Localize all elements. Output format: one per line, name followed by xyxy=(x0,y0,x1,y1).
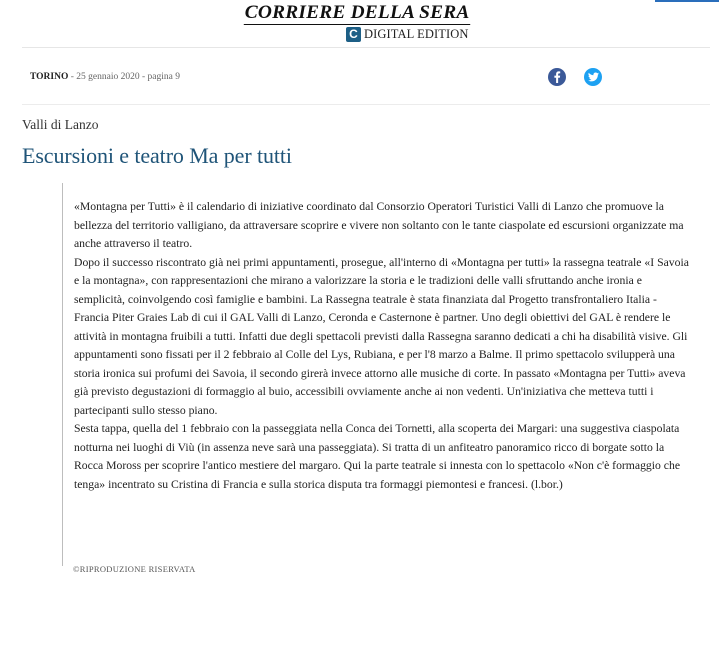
article-body-container xyxy=(62,183,693,566)
dateline xyxy=(30,72,180,82)
twitter-share-button[interactable] xyxy=(584,68,602,86)
dateline-page: pagina 9 xyxy=(147,72,180,82)
article-paragraph-1: «Montagna per Tutti» è il calendario di iniziative coordinato dal Consorzio Operatori Turistici Valli di Lanzo che promuove la bellezza del territorio valligiano, da attraversare scoprire e vivere non soltanto con le tante ciaspolate ed escursioni organizzate ma anche attraverso il teatro. xyxy=(74,200,684,250)
masthead xyxy=(0,2,719,25)
dateline-separator-1: - xyxy=(68,72,77,82)
dateline-divider xyxy=(22,104,710,105)
dateline-date: 25 gennaio 2020 xyxy=(76,72,140,82)
corriere-logo[interactable]: CORRIERE DELLA SERA xyxy=(245,2,470,23)
facebook-share-button[interactable] xyxy=(548,68,566,86)
digital-edition-row xyxy=(346,26,469,42)
facebook-icon xyxy=(552,71,562,83)
dateline-city: TORINO xyxy=(30,72,69,82)
article-kicker: Valli di Lanzo xyxy=(22,117,99,132)
dateline-separator-2: - xyxy=(139,72,148,82)
article-title: Escursioni e teatro Ma per tutti xyxy=(22,143,292,168)
article-paragraph-2: Dopo il successo riscontrato già nei primi appuntamenti, prosegue, all'interno di «Montagna per tutti» la rassegna teatrale «I Savoia e la montagna», con rappresentazioni che mirano a valorizzare la storia e le tradizioni delle valli sfruttando anche ironia e semplicità, coinvolgendo così famiglie e bambini. La Rassegna teatrale è stata finanziata dal Progetto transfrontaliero Italia - Francia Piter Graies Lab di cui il GAL Valli di Lanzo, Ceronda e Casternone è partner. Uno degli obiettivi del GAL è rendere le attività in montagna fruibili a tutti. Infatti due degli spettacoli previsti dalla Rassegna saranno dedicati a chi ha disabilità visive. Gli appuntamenti sono fissati per il 2 febbraio al Colle del Lys, Rubiana, e per l'8 marzo a Balme. Il primo spettacolo svilupperà una storia ironica sui profumi dei Savoia, il secondo girerà invece attorno alle musiche di corte. In passato «Montagna per Tutti» aveva già previsto degustazioni di formaggio al buio, accessibili ovviamente anche ai non vedenti. Un'iniziativa che metteva tutti i partecipanti sullo stesso piano. xyxy=(74,255,689,417)
copyright-notice: ©RIPRODUZIONE RISERVATA xyxy=(73,564,196,574)
edition-badge-icon: C xyxy=(346,27,361,42)
edition-label: DIGITAL EDITION xyxy=(364,26,469,41)
header-divider xyxy=(22,47,710,48)
article-body xyxy=(74,198,692,494)
twitter-icon xyxy=(588,72,599,82)
share-buttons xyxy=(548,68,602,86)
article-paragraph-3: Sesta tappa, quella del 1 febbraio con la passeggiata nella Conca dei Tornetti, alla scoperta dei Margari: una suggestiva ciaspolata notturna nei luoghi di Viù (in assenza neve sarà una passeggiata). Si tratta di un anfiteatro panoramico ricco di borgate sotto la Rocca Moross per scoprire l'antico mestiere del margaro. Qui la parte teatrale si innesta con lo spettacolo «Non c'è formaggio che tenga» incentrato su Cristina di Francia e sulla storica disputa tra formaggi piemontesi e francesi. (l.bor.) xyxy=(74,422,681,491)
